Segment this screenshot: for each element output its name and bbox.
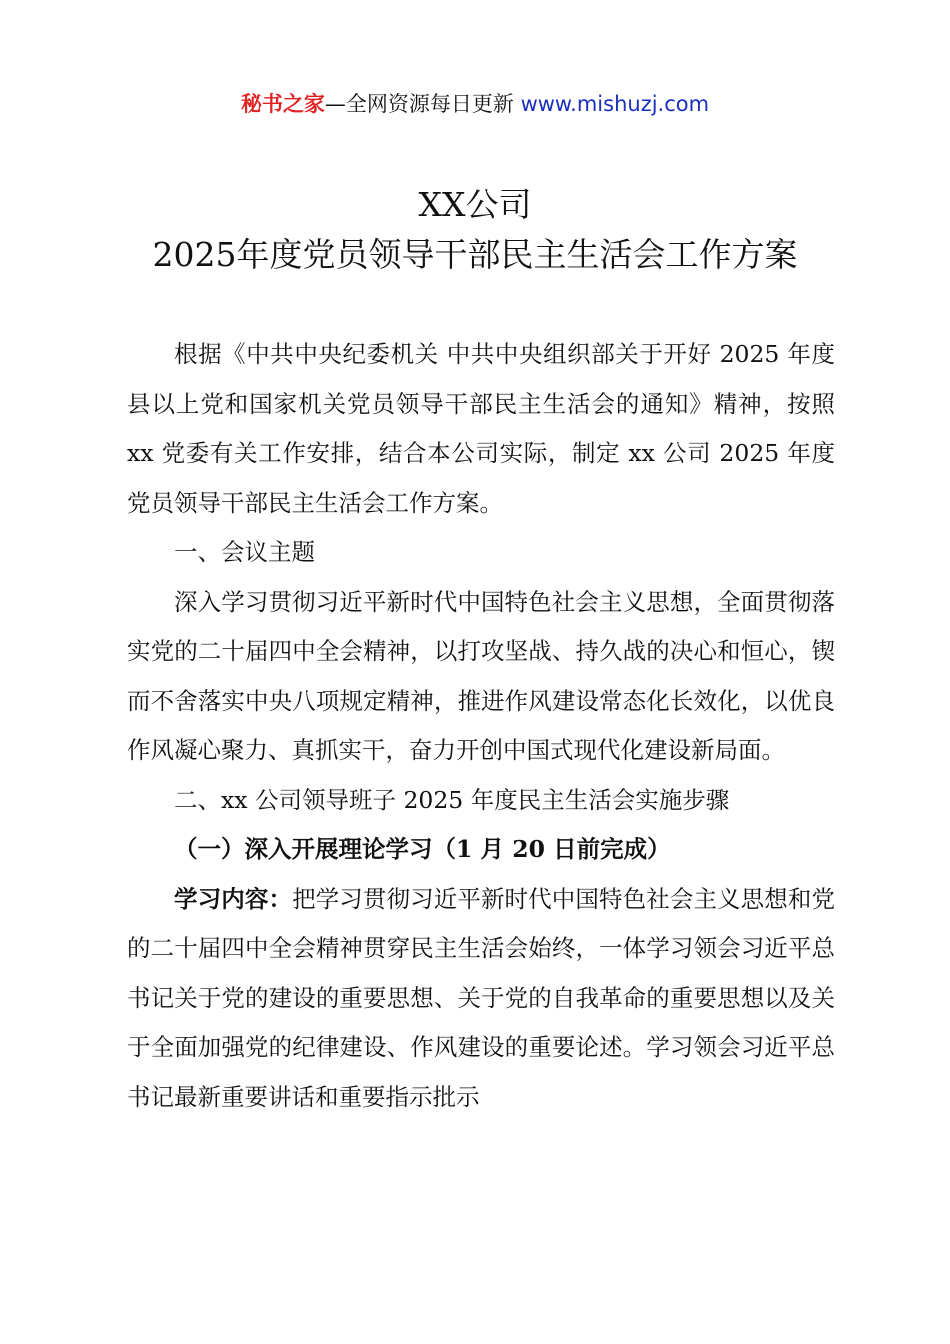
site-header <box>0 86 950 122</box>
section-heading-theme: 一、会议主题 <box>174 538 315 566</box>
study-text: 把学习贯彻习近平新时代中国特色社会主义思想和党的二十届四中全会精神贯穿民主生活会始终，一体学习领会习近平总书记关于党的建设的重要思想、关于党的自我革命的重要思想以及关于全面加强党的纪律建设、作风建设的重要论述。学习领会习近平总书记最新重要讲话和重要指示批示 <box>127 884 836 1111</box>
intro-paragraph: 根据《中共中央纪委机关 中共中央组织部关于开好 2025 年度县以上党和国家机关党员领导干部民主生活会的通知》精神，按照 xx 党委有关工作安排，结合本公司实际，制定 xx 公司 2025 年度党员领导干部民主生活会工作方案。 <box>127 340 835 517</box>
brand-name: 秘书之家 <box>240 92 325 116</box>
study-label: 学习内容： <box>174 884 293 913</box>
document-title-company: XX公司 <box>418 185 532 224</box>
study-paragraph <box>127 875 835 1123</box>
theme-paragraph: 深入学习贯彻习近平新时代中国特色社会主义思想，全面贯彻落实党的二十届四中全会精神，以打攻坚战、持久战的决心和恒心，锲而不舍落实中央八项规定精神，推进作风建设常态化长效化，以优良作风凝心聚力、真抓实干，奋力开创中国式现代化建设新局面。 <box>127 587 835 764</box>
subsection-heading-study: （一）深入开展理论学习（1 月 20 日前完成） <box>174 835 671 863</box>
section-heading-steps: 二、xx 公司领导班子 2025 年度民主生活会实施步骤 <box>174 785 730 814</box>
header-tagline: —全网资源每日更新 <box>324 92 514 116</box>
document-body <box>127 330 835 1122</box>
document-title-main: 2025年度党员领导干部民主生活会工作方案 <box>152 235 798 274</box>
site-url[interactable]: www.mishuzj.com <box>520 92 710 116</box>
